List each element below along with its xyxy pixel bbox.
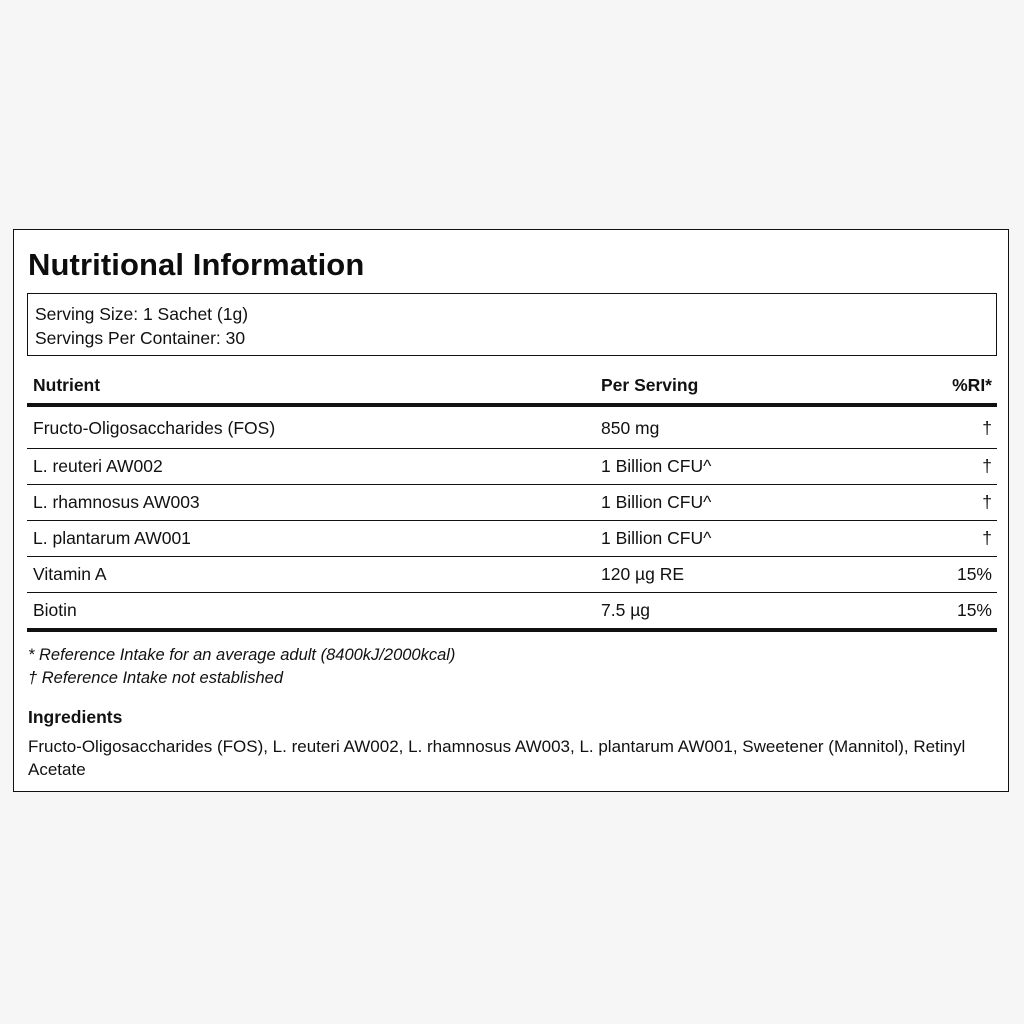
footnote-not-established: † Reference Intake not established <box>28 669 284 687</box>
nutrient-amount: 7.5 µg <box>601 600 651 620</box>
nutrient-ri: 15% <box>956 564 992 584</box>
serving-info-box <box>27 293 997 356</box>
header-per-serving: Per Serving <box>601 374 699 395</box>
footnote-ri: * Reference Intake for an average adult (8400kJ/2000kcal) <box>28 646 456 664</box>
ingredients-text: Fructo-Oligosaccharides (FOS), L. reuteri AW002, L. rhamnosus AW003, L. plantarum AW001, Sweetener (Mannitol), Retinyl Acetate <box>28 737 966 779</box>
table-row <box>27 521 997 557</box>
nutrient-name: L. plantarum AW001 <box>33 528 191 548</box>
serving-size: Serving Size: 1 Sachet (1g) <box>35 304 249 324</box>
header-nutrient: Nutrient <box>33 374 101 395</box>
nutrient-ri: 15% <box>956 600 992 620</box>
header-ri: %RI* <box>952 374 992 395</box>
nutrient-name: Fructo-Oligosaccharides (FOS) <box>33 418 276 438</box>
nutrient-amount: 1 Billion CFU^ <box>601 492 712 512</box>
nutrient-name: L. reuteri AW002 <box>33 456 163 476</box>
nutrient-ri: † <box>982 418 992 438</box>
nutrient-amount: 120 µg RE <box>601 564 685 584</box>
table-row <box>27 557 997 593</box>
nutrient-name: L. rhamnosus AW003 <box>33 492 200 512</box>
table-row <box>27 407 997 449</box>
nutrition-panel <box>13 229 1009 792</box>
nutrient-name: Vitamin A <box>33 564 107 584</box>
table-row <box>27 449 997 485</box>
nutrient-table <box>27 367 997 632</box>
nutrient-ri: † <box>982 492 992 512</box>
ingredients-title: Ingredients <box>28 707 123 727</box>
servings-per-container: Servings Per Container: 30 <box>35 328 246 348</box>
table-header <box>27 367 997 407</box>
nutrient-name: Biotin <box>33 600 77 620</box>
footnotes <box>28 644 455 690</box>
nutrient-ri: † <box>982 456 992 476</box>
table-row <box>27 593 997 632</box>
page-title: Nutritional Information <box>28 247 365 282</box>
nutrient-amount: 850 mg <box>601 418 660 438</box>
nutrient-ri: † <box>982 528 992 548</box>
nutrient-amount: 1 Billion CFU^ <box>601 456 712 476</box>
table-row <box>27 485 997 521</box>
nutrient-amount: 1 Billion CFU^ <box>601 528 712 548</box>
